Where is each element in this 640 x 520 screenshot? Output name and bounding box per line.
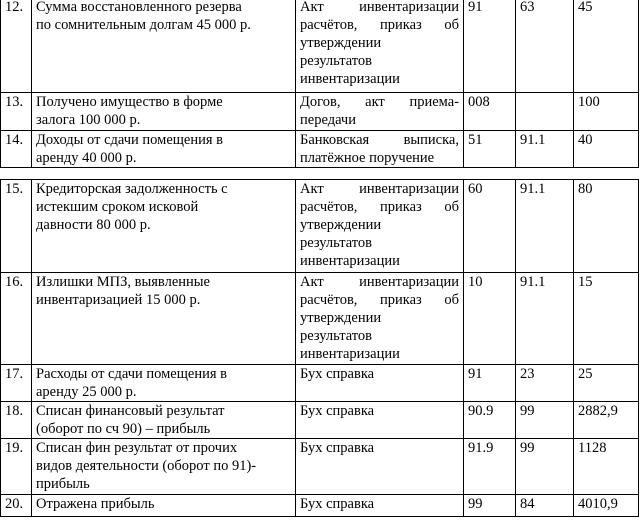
- operation-description: [32, 495, 296, 517]
- source-document: [296, 365, 464, 402]
- document-line: Догов, акт приема-: [300, 94, 459, 110]
- credit-account: 91.1: [516, 180, 574, 273]
- document-line: Акт инвентаризации: [300, 0, 459, 15]
- description-line: Кредиторская задолженность с: [36, 181, 228, 197]
- table-row: [1, 439, 639, 495]
- document-line: результатов: [300, 328, 373, 344]
- source-document: [296, 131, 464, 168]
- document-line: результатов: [300, 235, 373, 251]
- row-number: 13.: [1, 93, 32, 131]
- operation-description: [32, 402, 296, 439]
- amount: 25: [574, 365, 639, 402]
- credit-account: 91.1: [516, 273, 574, 365]
- row-number: 17.: [1, 365, 32, 402]
- description-line: залога 100 000 р.: [36, 112, 141, 128]
- document-line: инвентаризации: [300, 253, 400, 269]
- operation-description: [32, 180, 296, 273]
- row-number: 19.: [1, 439, 32, 495]
- credit-account: [516, 93, 574, 131]
- credit-account: 99: [516, 402, 574, 439]
- operation-description: [32, 273, 296, 365]
- operation-description: [32, 0, 296, 93]
- table-row: [1, 495, 639, 517]
- amount: 2882,9: [574, 402, 639, 439]
- document-line: утверждении: [300, 310, 382, 326]
- debit-account: 99: [464, 495, 516, 517]
- description-line: (оборот по сч 90) – прибыль: [36, 421, 211, 437]
- row-number: 16.: [1, 273, 32, 365]
- document-line: утверждении: [300, 35, 382, 51]
- credit-account: 99: [516, 439, 574, 495]
- table-row: [1, 402, 639, 439]
- document-line: расчётов, приказ об: [300, 199, 459, 215]
- row-number: 20.: [1, 495, 32, 517]
- document-line: Акт инвентаризации: [300, 181, 459, 197]
- debit-account: 91.9: [464, 439, 516, 495]
- debit-account: 60: [464, 180, 516, 273]
- description-line: давности 80 000 р.: [36, 217, 151, 233]
- amount: 100: [574, 93, 639, 131]
- document-line: Бух справка: [300, 496, 375, 512]
- source-document: [296, 402, 464, 439]
- document-line: расчётов, приказ об: [300, 17, 459, 33]
- amount: 4010,9: [574, 495, 639, 517]
- source-document: [296, 180, 464, 273]
- row-number: 12.: [1, 0, 32, 93]
- credit-account: 91.1: [516, 131, 574, 168]
- description-line: Отражена прибыль: [36, 496, 155, 512]
- source-document: [296, 439, 464, 495]
- debit-account: 91: [464, 0, 516, 93]
- document-line: утверждении: [300, 217, 382, 233]
- description-line: прибыль: [36, 476, 90, 492]
- row-number: 14.: [1, 131, 32, 168]
- document-line: Акт инвентаризации: [300, 274, 459, 290]
- document-line: инвентаризации: [300, 346, 400, 362]
- source-document: [296, 0, 464, 93]
- amount: 15: [574, 273, 639, 365]
- debit-account: 51: [464, 131, 516, 168]
- operation-description: [32, 93, 296, 131]
- source-document: [296, 93, 464, 131]
- description-line: аренду 25 000 р.: [36, 384, 137, 400]
- credit-account: 23: [516, 365, 574, 402]
- credit-account: 84: [516, 495, 574, 517]
- source-document: [296, 273, 464, 365]
- description-line: Излишки МПЗ, выявленные: [36, 274, 210, 290]
- table-row: [1, 131, 639, 168]
- amount: 40: [574, 131, 639, 168]
- document-line: платёжное поручение: [300, 150, 435, 166]
- document-line: Бух справка: [300, 403, 375, 419]
- source-document: [296, 495, 464, 517]
- amount: 80: [574, 180, 639, 273]
- document-line: инвентаризации: [300, 71, 400, 87]
- document-line: Бух справка: [300, 366, 375, 382]
- description-line: по сомнительным долгам 45 000 р.: [36, 17, 251, 33]
- description-line: инвентаризацией 15 000 р.: [36, 292, 201, 308]
- operation-description: [32, 131, 296, 168]
- row-number: 18.: [1, 402, 32, 439]
- description-line: Доходы от сдачи помещения в: [36, 132, 224, 148]
- document-line: Банковская выписка,: [300, 132, 459, 148]
- operation-description: [32, 439, 296, 495]
- document-line: результатов: [300, 53, 373, 69]
- table-row: [1, 365, 639, 402]
- amount: 45: [574, 0, 639, 93]
- document-line: расчётов, приказ об: [300, 292, 459, 308]
- debit-account: 10: [464, 273, 516, 365]
- table-row: [1, 180, 639, 273]
- operation-description: [32, 365, 296, 402]
- document-line: Бух справка: [300, 440, 375, 456]
- description-line: истекшим сроком исковой: [36, 199, 199, 215]
- description-line: Расходы от сдачи помещения в: [36, 366, 227, 382]
- description-line: Сумма восстановленного резерва: [36, 0, 242, 15]
- ledger-table-bottom: [0, 179, 639, 517]
- description-line: аренду 40 000 р.: [36, 150, 137, 166]
- table-row: [1, 273, 639, 365]
- row-number: 15.: [1, 180, 32, 273]
- table-row: [1, 93, 639, 131]
- debit-account: 91: [464, 365, 516, 402]
- document-line: передачи: [300, 112, 356, 128]
- debit-account: 008: [464, 93, 516, 131]
- table-row: [1, 0, 639, 93]
- amount: 1128: [574, 439, 639, 495]
- description-line: Получено имущество в форме: [36, 94, 223, 110]
- description-line: видов деятельности (оборот по 91)-: [36, 458, 257, 474]
- credit-account: 63: [516, 0, 574, 93]
- description-line: Списан фин результат от прочих: [36, 440, 238, 456]
- description-line: Списан финансовый результат: [36, 403, 225, 419]
- debit-account: 90.9: [464, 402, 516, 439]
- ledger-table-top: [0, 0, 639, 168]
